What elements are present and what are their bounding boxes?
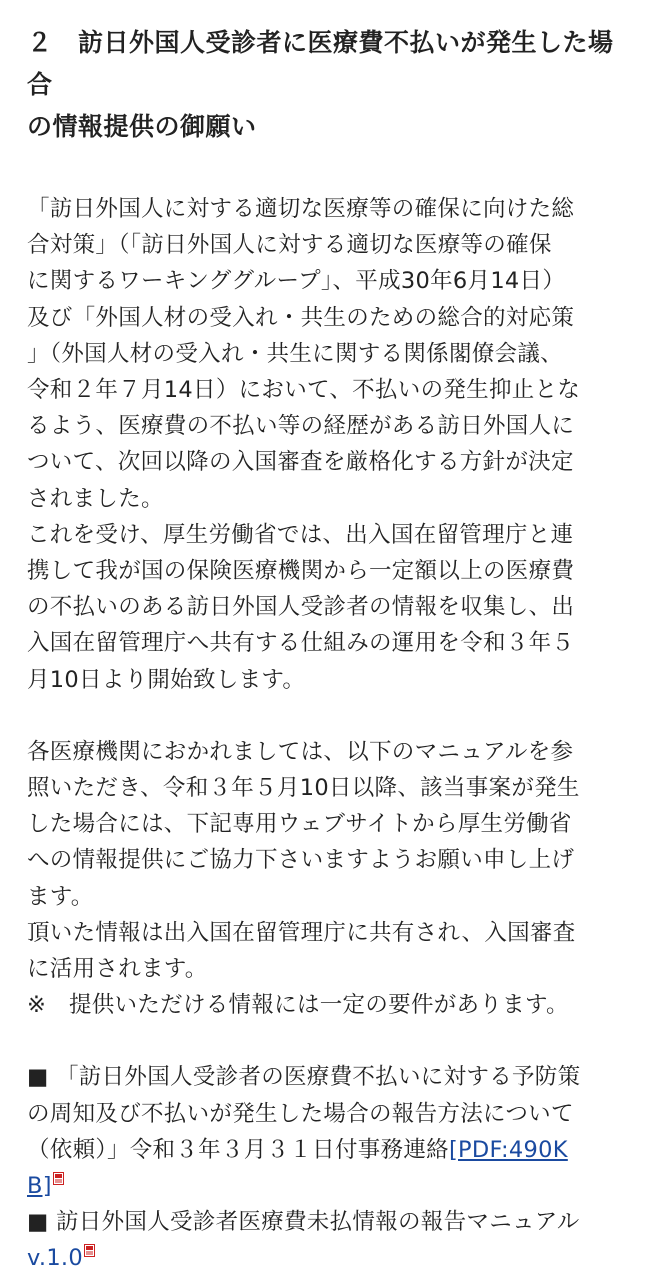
- text-line: 「訪日外国人に対する適切な医療等の確保に向けた総: [27, 196, 575, 222]
- text-line: るよう、医療費の不払い等の経歴がある訪日外国人に: [27, 413, 575, 440]
- text-line: の周知及び不払いが発生した場合の報告方法について: [27, 1100, 574, 1127]
- note-line: ※ 提供いただける情報には一定の要件があります。: [27, 992, 569, 1019]
- text-line: ついて、次回以降の入国審査を厳格化する方針が決定: [27, 449, 574, 476]
- text-line: これを受け、厚生労働省では、出入国在留管理庁と連: [27, 521, 574, 548]
- document-list: [27, 1059, 627, 1266]
- pdf-icon: [53, 1172, 64, 1185]
- text-line: 各医療機関におかれましては、以下のマニュアルを参: [27, 738, 574, 765]
- text-line: した場合には、下記専用ウェブサイトから厚生労働省: [27, 811, 572, 838]
- pdf-icon: [84, 1244, 95, 1257]
- text-line: [27, 1132, 627, 1168]
- document-page: [27, 0, 627, 1266]
- heading-line-2: の情報提供の御願い: [27, 112, 257, 141]
- text-line: への情報提供にご協力下さいますようお願い申し上げ: [27, 847, 575, 874]
- text-line: 及び「外国人材の受入れ・共生のための総合的対応策: [27, 304, 575, 331]
- text-line: 令和２年７月14日）において、不払いの発生抑止とな: [27, 377, 581, 404]
- text-line: に関するワーキンググループ」、平成30年6月14日）: [27, 268, 566, 295]
- text-line: 入国在留管理庁へ共有する仕組みの運用を令和３年５: [27, 630, 575, 657]
- text-line: [27, 1168, 627, 1204]
- text-line: 頂いた情報は出入国在留管理庁に共有され、入国審査: [27, 919, 576, 946]
- text-line: 月10日より開始致します。: [27, 666, 306, 693]
- clipped-line: [27, 1240, 627, 1266]
- text-line: 」（外国人材の受入れ・共生に関する関係閣僚会議、: [27, 340, 563, 367]
- heading-line-1: ２ 訪日外国人受診者に医療費不払いが発生した場合: [27, 28, 614, 99]
- paragraph-background: [27, 191, 627, 698]
- text-line: 合対策」（「訪日外国人に対する適切な医療等の確保: [27, 232, 552, 259]
- text-line: 携して我が国の保険医療機関から一定額以上の医療費: [27, 558, 575, 585]
- paragraph-request: [27, 734, 627, 1024]
- text-line: ■ 「訪日外国人受診者の医療費不払いに対する予防策: [27, 1064, 581, 1091]
- pdf-link-manual[interactable]: v.1.0: [27, 1245, 84, 1266]
- pdf-link-notice-continued[interactable]: B]: [27, 1173, 52, 1200]
- text-line: ます。: [27, 883, 94, 910]
- text-line: 照いただき、令和３年５月10日以降、該当事案が発生: [27, 775, 580, 802]
- text-line: に活用されます。: [27, 956, 208, 983]
- text-line: されました。: [27, 485, 164, 512]
- pdf-link-notice[interactable]: [PDF:490K: [448, 1136, 568, 1163]
- section-heading: [27, 22, 627, 148]
- document-date-text: （依頼）」令和３年３月３１日付事務連絡: [27, 1136, 449, 1163]
- text-line: の不払いのある訪日外国人受診者の情報を収集し、出: [27, 594, 575, 621]
- document-item-manual: [27, 1204, 627, 1266]
- document-item-notice: [27, 1059, 627, 1204]
- text-line: ■ 訪日外国人受診者医療費未払情報の報告マニュアル: [27, 1209, 580, 1236]
